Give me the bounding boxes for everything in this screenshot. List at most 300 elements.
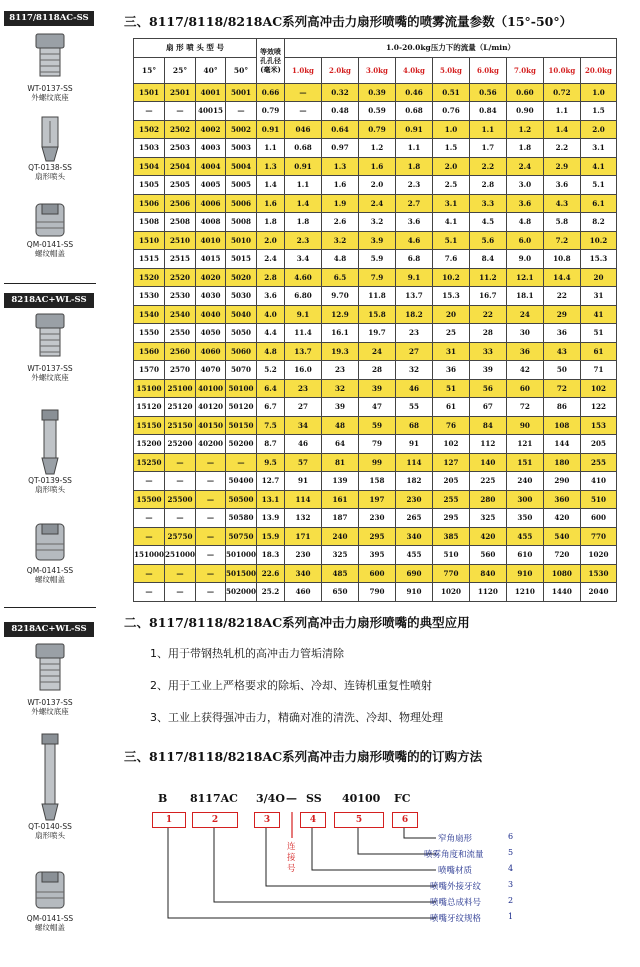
- pressure-header: 6.0kg: [469, 57, 506, 83]
- table-cell: 61: [580, 342, 616, 361]
- code-dash: —: [286, 792, 297, 805]
- table-row: [134, 435, 617, 454]
- code-thread: 3/4O: [256, 792, 285, 805]
- table-cell: 560: [469, 546, 506, 565]
- table-cell: 840: [469, 564, 506, 583]
- table-cell: 16.0: [285, 361, 322, 380]
- table-cell: 4.8: [257, 342, 285, 361]
- part-item: [0, 520, 100, 584]
- table-cell: —: [196, 453, 226, 472]
- table-row: [134, 361, 617, 380]
- table-cell: 0.91: [285, 157, 322, 176]
- table-cell: 3.2: [322, 231, 359, 250]
- table-cell: 295: [432, 509, 469, 528]
- table-cell: 2508: [165, 213, 196, 232]
- threaded-base-icon: [30, 32, 70, 84]
- table-cell: 4.8: [322, 250, 359, 269]
- table-cell: 28: [469, 324, 506, 343]
- table-cell: 6.0: [506, 231, 543, 250]
- table-cell: 7.6: [432, 250, 469, 269]
- table-cell: 7.9: [358, 268, 395, 287]
- table-cell: 30: [506, 324, 543, 343]
- order-num-3: 3: [508, 880, 514, 889]
- table-cell: 50150: [226, 416, 257, 435]
- table-cell: 31: [580, 287, 616, 306]
- table-cell: 158: [358, 472, 395, 491]
- table-cell: 161: [322, 490, 359, 509]
- table-cell: 4.1: [432, 213, 469, 232]
- order-label-5: 喷雾角度和流量: [424, 850, 484, 860]
- table-cell: 91: [285, 472, 322, 491]
- table-cell: 4.1: [580, 157, 616, 176]
- table-cell: 230: [285, 546, 322, 565]
- table-row: [134, 176, 617, 195]
- table-cell: 41: [580, 305, 616, 324]
- table-cell: 2.4: [506, 157, 543, 176]
- part-code: QT-0138-SS: [28, 163, 72, 172]
- table-cell: 455: [395, 546, 432, 565]
- table-cell: 122: [580, 398, 616, 417]
- table-cell: 42: [506, 361, 543, 380]
- table-row: [134, 398, 617, 417]
- table-cell: 46: [285, 435, 322, 454]
- order-label-4: 喷嘴材质: [438, 866, 473, 876]
- table-row: [134, 305, 617, 324]
- table-cell: 13.7: [285, 342, 322, 361]
- table-row: [134, 509, 617, 528]
- code-capacity: 40100: [342, 792, 381, 805]
- table-cell: 10.2: [432, 268, 469, 287]
- table-cell: 5002: [226, 120, 257, 139]
- table-cell: 501000: [226, 546, 257, 565]
- table-cell: 102: [580, 379, 616, 398]
- table-cell: —: [134, 472, 165, 491]
- table-cell: 420: [469, 527, 506, 546]
- table-cell: 33: [469, 342, 506, 361]
- table-cell: 3.3: [469, 194, 506, 213]
- table-cell: 1530: [580, 564, 616, 583]
- table-cell: 1.1: [543, 102, 580, 121]
- pressure-header: 10.0kg: [543, 57, 580, 83]
- table-cell: 3.4: [285, 250, 322, 269]
- table-row: [134, 564, 617, 583]
- table-cell: 18.2: [395, 305, 432, 324]
- table-cell: 5005: [226, 176, 257, 195]
- table-cell: 4003: [196, 139, 226, 158]
- table-cell: 1.3: [257, 157, 285, 176]
- table-cell: 5.1: [580, 176, 616, 195]
- table-cell: 4008: [196, 213, 226, 232]
- table-cell: 1504: [134, 157, 165, 176]
- table-cell: 40150: [196, 416, 226, 435]
- order-label-6: 窄角扇形: [438, 834, 473, 844]
- table-cell: 6.4: [257, 379, 285, 398]
- table-cell: 171: [285, 527, 322, 546]
- table-cell: 112: [469, 435, 506, 454]
- table-cell: 79: [358, 435, 395, 454]
- table-cell: 2.6: [322, 213, 359, 232]
- table-cell: 0.48: [322, 102, 359, 121]
- table-cell: 4050: [196, 324, 226, 343]
- table-cell: 15.8: [358, 305, 395, 324]
- table-cell: 5040: [226, 305, 257, 324]
- table-cell: 2.4: [358, 194, 395, 213]
- table-cell: 5050: [226, 324, 257, 343]
- table-cell: 1.8: [506, 139, 543, 158]
- table-cell: 15.3: [432, 287, 469, 306]
- table-cell: 350: [506, 509, 543, 528]
- table-cell: 24: [358, 342, 395, 361]
- part-item: [0, 868, 100, 932]
- table-cell: 910: [506, 564, 543, 583]
- order-num-2: 2: [508, 896, 514, 905]
- table-cell: 2.5: [432, 176, 469, 195]
- table-cell: 2504: [165, 157, 196, 176]
- part-item: [0, 408, 100, 494]
- table-cell: —: [196, 546, 226, 565]
- table-cell: —: [134, 509, 165, 528]
- application-item: 3、工业上获得强冲击力，精确对准的清洗、冷却、物理处理: [150, 711, 443, 724]
- table-cell: 0.97: [322, 139, 359, 158]
- table-cell: 86: [543, 398, 580, 417]
- table-row: [134, 120, 617, 139]
- part-name: 外螺纹底座: [31, 707, 69, 716]
- table-cell: 144: [543, 435, 580, 454]
- table-cell: 12.9: [322, 305, 359, 324]
- table-row: [134, 453, 617, 472]
- table-cell: 61: [432, 398, 469, 417]
- table-cell: 5010: [226, 231, 257, 250]
- table-cell: 182: [395, 472, 432, 491]
- table-cell: 50500: [226, 490, 257, 509]
- table-cell: 2503: [165, 139, 196, 158]
- table-cell: 187: [322, 509, 359, 528]
- table-cell: 25150: [165, 416, 196, 435]
- table-cell: 36: [506, 342, 543, 361]
- table-cell: 5001: [226, 83, 257, 102]
- table-cell: 50400: [226, 472, 257, 491]
- table-cell: 15.9: [257, 527, 285, 546]
- table-cell: 1502: [134, 120, 165, 139]
- part-code: QM-0141-SS: [26, 240, 74, 249]
- table-cell: 28: [358, 361, 395, 380]
- table-cell: 32: [322, 379, 359, 398]
- table-cell: 340: [285, 564, 322, 583]
- table-cell: 1.5: [432, 139, 469, 158]
- table-cell: 50200: [226, 435, 257, 454]
- table-cell: 510: [580, 490, 616, 509]
- table-cell: 114: [395, 453, 432, 472]
- table-cell: 1210: [506, 583, 543, 602]
- table-cell: —: [196, 527, 226, 546]
- table-cell: 5020: [226, 268, 257, 287]
- table-cell: 72: [543, 379, 580, 398]
- pressure-header: 4.0kg: [395, 57, 432, 83]
- table-cell: 153: [580, 416, 616, 435]
- table-cell: 59: [358, 416, 395, 435]
- table-cell: 0.91: [395, 120, 432, 139]
- table-row: [134, 379, 617, 398]
- table-cell: 2040: [580, 583, 616, 602]
- table-cell: 395: [358, 546, 395, 565]
- part-code: WT-0137-SS: [27, 364, 73, 373]
- table-cell: 650: [322, 583, 359, 602]
- part-name: 扇形喷头: [35, 172, 65, 181]
- table-cell: 46: [395, 379, 432, 398]
- table-cell: 76: [432, 416, 469, 435]
- table-cell: 5060: [226, 342, 257, 361]
- table-cell: 720: [543, 546, 580, 565]
- table-cell: 12.1: [506, 268, 543, 287]
- table-cell: 3.6: [543, 176, 580, 195]
- table-cell: 1.1: [469, 120, 506, 139]
- table-cell: —: [226, 102, 257, 121]
- table-cell: 910: [395, 583, 432, 602]
- order-label-3: 喷嘴外接牙纹: [430, 882, 482, 892]
- order-box-6: 6: [392, 812, 418, 828]
- table-cell: 5004: [226, 157, 257, 176]
- table-cell: 2550: [165, 324, 196, 343]
- table-cell: 11.8: [358, 287, 395, 306]
- table-cell: 10.2: [580, 231, 616, 250]
- threaded-base-icon: [30, 312, 70, 364]
- table-cell: 5.9: [358, 250, 395, 269]
- table-cell: 13.9: [257, 509, 285, 528]
- table-cell: 50580: [226, 509, 257, 528]
- table-cell: 99: [358, 453, 395, 472]
- table-row: [134, 157, 617, 176]
- application-item: 2、用于工业上严格要求的除垢、冷却、连铸机重复性喷射: [150, 679, 432, 692]
- table-cell: 4.3: [543, 194, 580, 213]
- table-cell: 4040: [196, 305, 226, 324]
- table-cell: 5003: [226, 139, 257, 158]
- table-cell: 7.2: [543, 231, 580, 250]
- table-row: [134, 102, 617, 121]
- table-cell: 1501: [134, 83, 165, 102]
- order-num-4: 4: [508, 864, 514, 873]
- order-label-1: 喷嘴牙纹规格: [430, 914, 482, 924]
- table-cell: 1530: [134, 287, 165, 306]
- ordering-title: 三、8117/8118/8218AC系列高冲击力扇形喷嘴的的订购方法: [124, 749, 483, 764]
- order-box-4: 4: [300, 812, 326, 828]
- table-cell: 4060: [196, 342, 226, 361]
- table-cell: 2.7: [395, 194, 432, 213]
- table-cell: 20: [432, 305, 469, 324]
- pressure-header: 2.0kg: [322, 57, 359, 83]
- angle-header: 40°: [196, 57, 226, 83]
- table-cell: 16.7: [469, 287, 506, 306]
- table-cell: 2501: [165, 83, 196, 102]
- table-cell: —: [165, 472, 196, 491]
- table-cell: 4004: [196, 157, 226, 176]
- table-cell: 40100: [196, 379, 226, 398]
- table-cell: 8.4: [469, 250, 506, 269]
- table-cell: 12.7: [257, 472, 285, 491]
- table-cell: 225: [469, 472, 506, 491]
- part-item: [0, 32, 100, 102]
- part-item: [0, 312, 100, 382]
- table-cell: 230: [395, 490, 432, 509]
- table-cell: 0.51: [432, 83, 469, 102]
- table-cell: 4015: [196, 250, 226, 269]
- angle-header: 50°: [226, 57, 257, 83]
- table-cell: 19.7: [358, 324, 395, 343]
- table-cell: 420: [543, 509, 580, 528]
- table-cell: 4.60: [285, 268, 322, 287]
- table-cell: 5015: [226, 250, 257, 269]
- table-cell: 2.0: [432, 157, 469, 176]
- table-cell: 1.2: [506, 120, 543, 139]
- table-cell: 4.6: [395, 231, 432, 250]
- table-cell: —: [165, 564, 196, 583]
- table-cell: 1503: [134, 139, 165, 158]
- table-cell: 90: [506, 416, 543, 435]
- table-cell: 20: [580, 268, 616, 287]
- table-cell: 455: [506, 527, 543, 546]
- table-cell: 15200: [134, 435, 165, 454]
- fan-nozzle-icon: [30, 732, 70, 822]
- table-cell: 1.1: [285, 176, 322, 195]
- table-cell: 36: [432, 361, 469, 380]
- table-cell: 91: [395, 435, 432, 454]
- part-code: QT-0140-SS: [28, 822, 72, 831]
- order-box-2: 2: [192, 812, 238, 828]
- table-cell: 4002: [196, 120, 226, 139]
- table-cell: 1.9: [322, 194, 359, 213]
- table-cell: 4006: [196, 194, 226, 213]
- table-cell: 23: [395, 324, 432, 343]
- table-cell: —: [196, 583, 226, 602]
- table-cell: 39: [469, 361, 506, 380]
- table-cell: 2570: [165, 361, 196, 380]
- threaded-cap-icon: [30, 868, 70, 914]
- code-feature: FC: [394, 792, 411, 805]
- table-cell: 2.3: [395, 176, 432, 195]
- table-cell: 0.56: [469, 83, 506, 102]
- table-cell: 1520: [134, 268, 165, 287]
- table-cell: 1515: [134, 250, 165, 269]
- table-cell: 9.1: [285, 305, 322, 324]
- table-cell: 1020: [580, 546, 616, 565]
- table-cell: 3.6: [506, 194, 543, 213]
- table-cell: 27: [285, 398, 322, 417]
- table-cell: 2530: [165, 287, 196, 306]
- table-cell: 0.84: [469, 102, 506, 121]
- flow-table-title: 三、8117/8118/8218AC系列高冲击力扇形喷嘴的喷雾流量参数（15°-50°）: [124, 14, 573, 29]
- table-cell: 48: [322, 416, 359, 435]
- table-cell: 1505: [134, 176, 165, 195]
- table-cell: 501500: [226, 564, 257, 583]
- table-cell: —: [134, 527, 165, 546]
- table-row: [134, 250, 617, 269]
- table-cell: 39: [322, 398, 359, 417]
- pressure-header: 5.0kg: [432, 57, 469, 83]
- table-cell: 1020: [432, 583, 469, 602]
- table-cell: 295: [358, 527, 395, 546]
- table-cell: 31: [432, 342, 469, 361]
- pressure-header: 1.0kg: [285, 57, 322, 83]
- table-cell: 29: [543, 305, 580, 324]
- table-cell: 770: [580, 527, 616, 546]
- table-row: [134, 527, 617, 546]
- table-cell: 15150: [134, 416, 165, 435]
- table-cell: —: [165, 509, 196, 528]
- table-cell: 2.0: [580, 120, 616, 139]
- table-cell: 2520: [165, 268, 196, 287]
- table-cell: 600: [580, 509, 616, 528]
- connector-label: 连接号: [287, 842, 296, 874]
- table-cell: 2505: [165, 176, 196, 195]
- table-cell: 251000: [165, 546, 196, 565]
- table-cell: 1.4: [257, 176, 285, 195]
- order-num-5: 5: [508, 848, 514, 857]
- table-cell: 1570: [134, 361, 165, 380]
- table-cell: 40200: [196, 435, 226, 454]
- table-cell: 25100: [165, 379, 196, 398]
- table-cell: 1.0: [432, 120, 469, 139]
- table-cell: 4005: [196, 176, 226, 195]
- table-cell: 1.8: [285, 213, 322, 232]
- table-cell: 13.1: [257, 490, 285, 509]
- table-cell: 55: [395, 398, 432, 417]
- table-row: [134, 231, 617, 250]
- table-row: [134, 546, 617, 565]
- table-cell: 2.8: [257, 268, 285, 287]
- table-cell: 4.5: [469, 213, 506, 232]
- table-cell: 3.2: [358, 213, 395, 232]
- table-cell: 325: [469, 509, 506, 528]
- table-cell: 24: [506, 305, 543, 324]
- table-cell: 1550: [134, 324, 165, 343]
- table-cell: —: [196, 564, 226, 583]
- divider: [4, 607, 96, 608]
- code-prefix: B: [158, 792, 168, 805]
- table-cell: 1.5: [580, 102, 616, 121]
- section-label-3: 8218AC+WL-SS: [4, 622, 94, 637]
- table-cell: 114: [285, 490, 322, 509]
- table-row: [134, 83, 617, 102]
- pressure-header: 7.0kg: [506, 57, 543, 83]
- table-cell: 510: [432, 546, 469, 565]
- table-cell: 690: [395, 564, 432, 583]
- table-cell: 340: [395, 527, 432, 546]
- order-num-6: 6: [508, 832, 514, 841]
- table-cell: 9.1: [395, 268, 432, 287]
- table-cell: 360: [543, 490, 580, 509]
- table-cell: 1560: [134, 342, 165, 361]
- table-cell: —: [165, 583, 196, 602]
- table-cell: 240: [506, 472, 543, 491]
- table-cell: 64: [322, 435, 359, 454]
- part-code: QM-0141-SS: [26, 566, 74, 575]
- table-cell: 0.68: [395, 102, 432, 121]
- table-cell: 4020: [196, 268, 226, 287]
- section-label-1: 8117/8118AC-SS: [4, 11, 94, 26]
- table-cell: —: [285, 102, 322, 121]
- table-cell: —: [134, 564, 165, 583]
- table-cell: 40120: [196, 398, 226, 417]
- table-cell: 2.2: [469, 157, 506, 176]
- table-row: [134, 194, 617, 213]
- table-cell: —: [196, 472, 226, 491]
- table-cell: 1.6: [358, 157, 395, 176]
- table-row: [134, 268, 617, 287]
- order-box-3: 3: [254, 812, 280, 828]
- table-cell: 790: [358, 583, 395, 602]
- table-cell: 151000: [134, 546, 165, 565]
- part-item: [0, 200, 100, 258]
- table-cell: 151: [506, 453, 543, 472]
